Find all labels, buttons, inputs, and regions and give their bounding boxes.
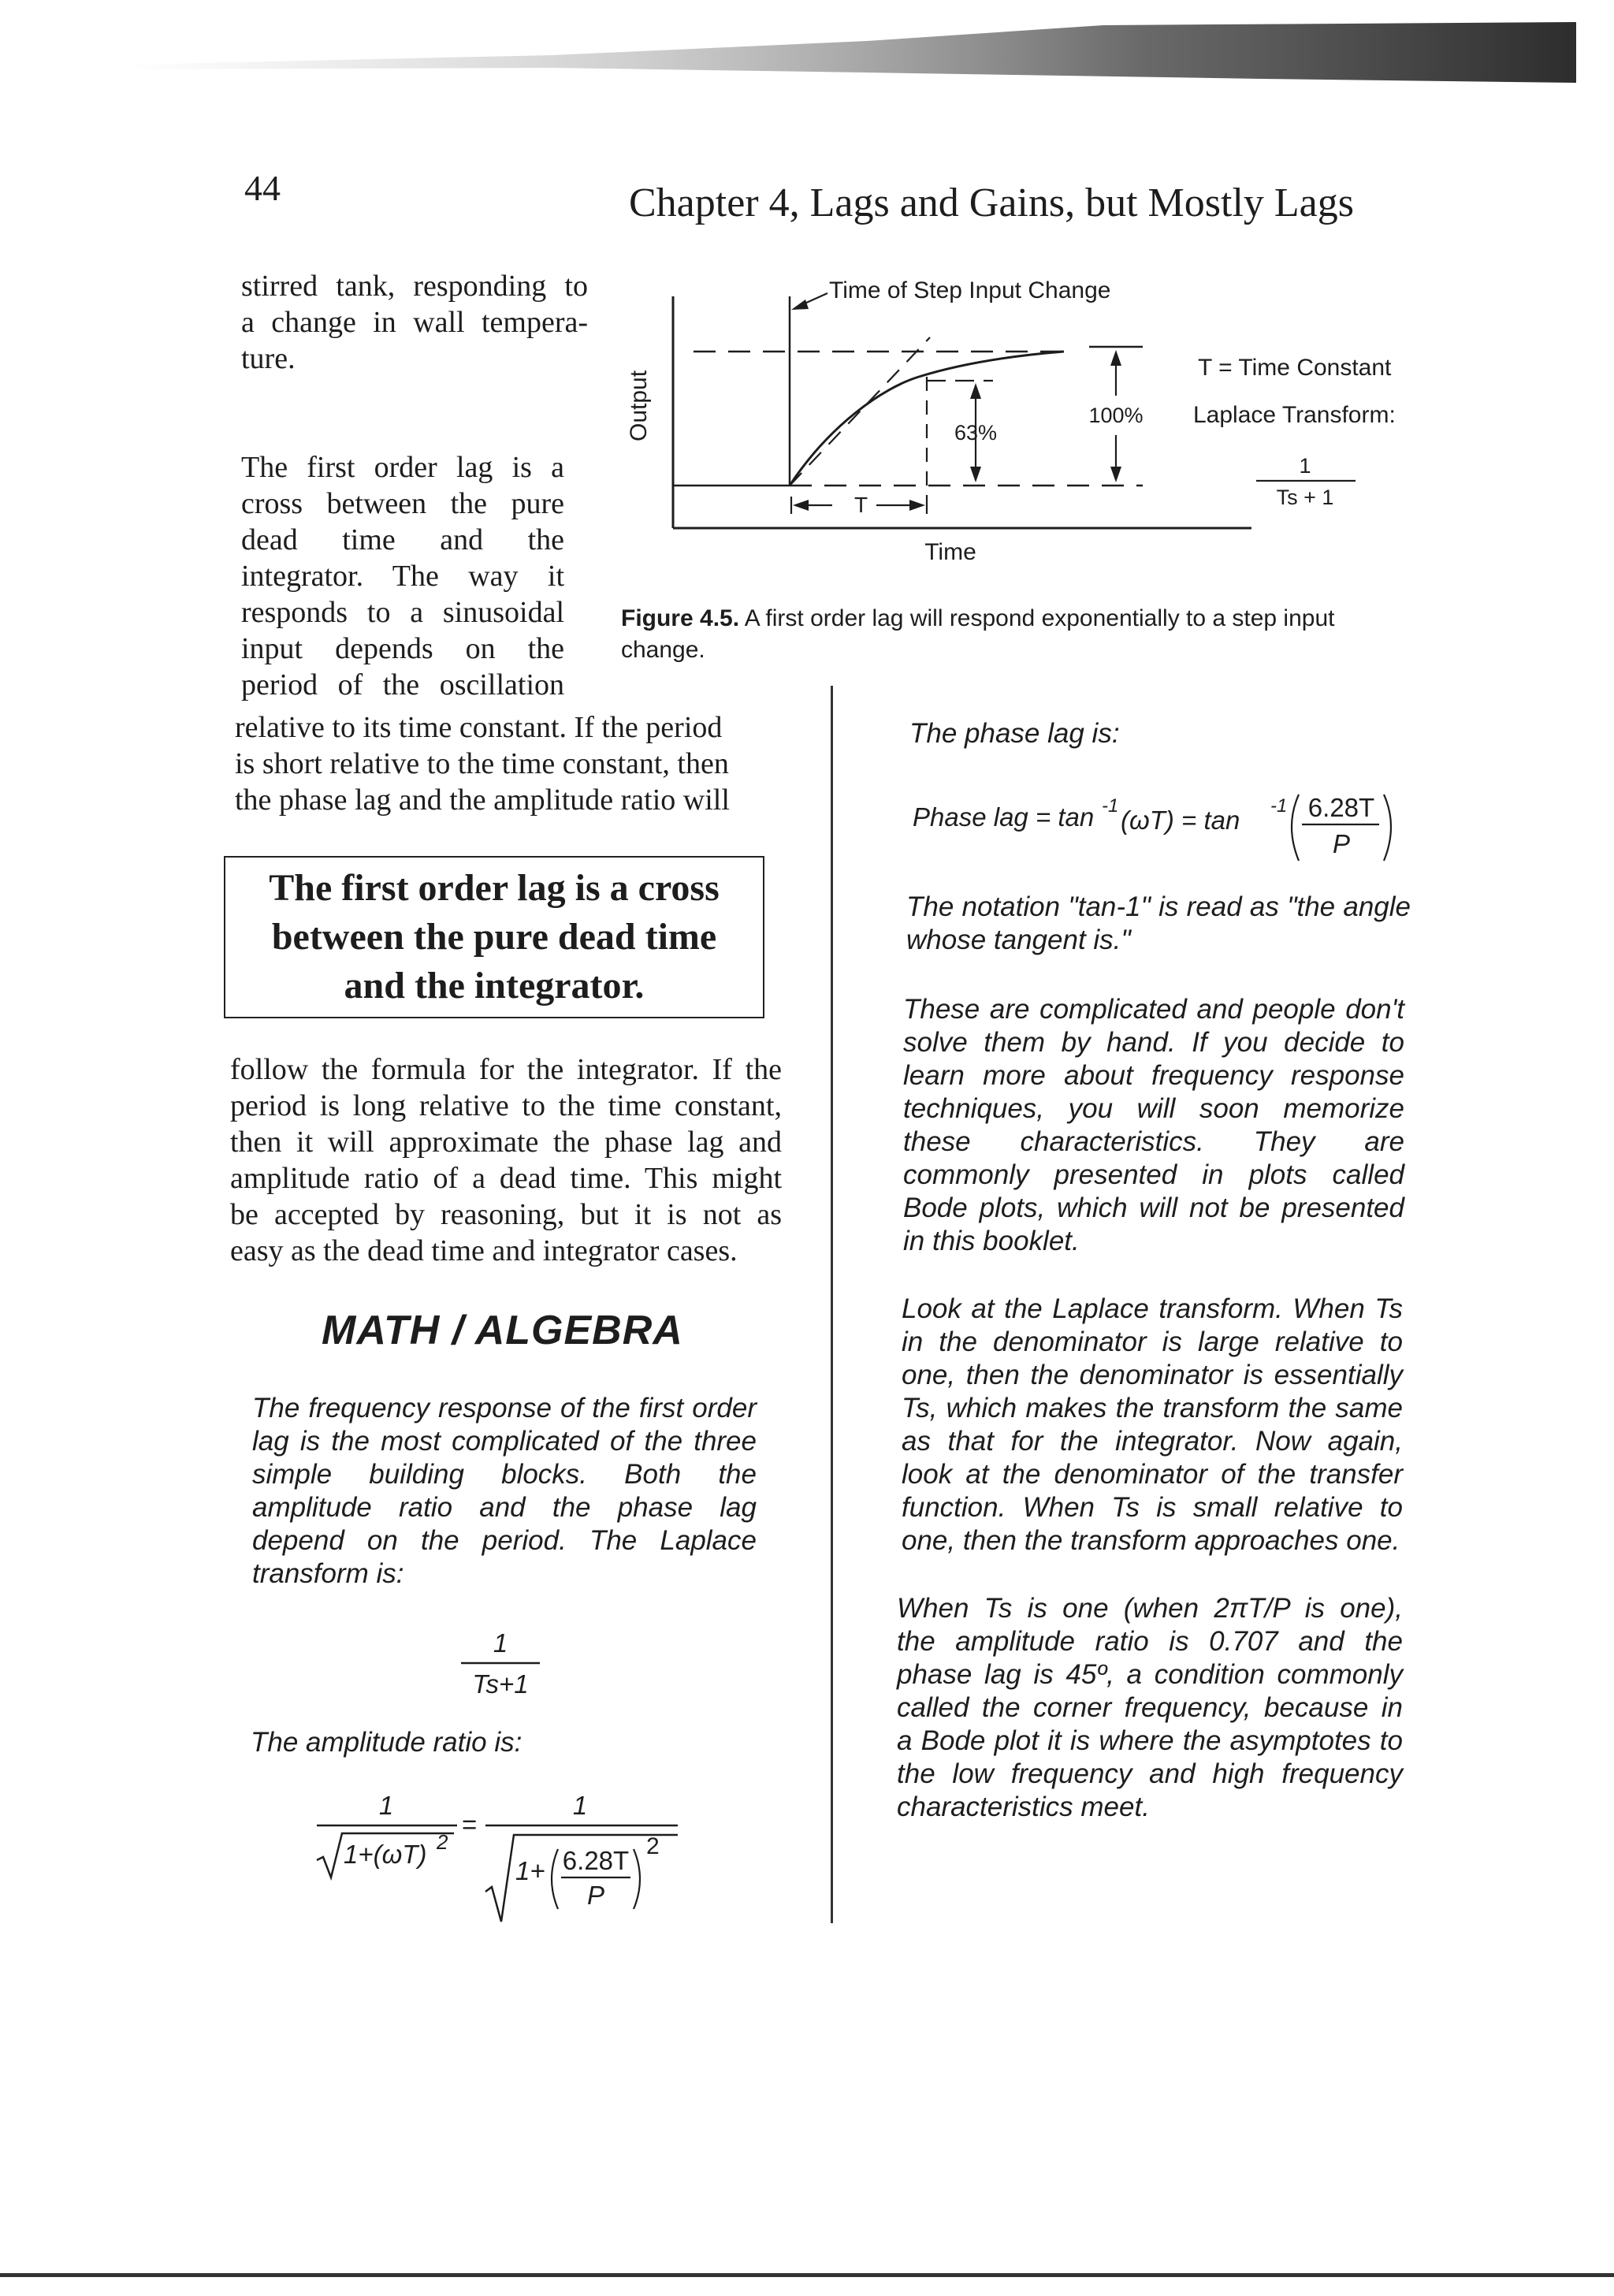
- text-line: be accepted by reasoning, but it is not as: [230, 1198, 782, 1231]
- amp-right-prefix: 1+: [515, 1856, 545, 1885]
- amp-inner-denominator: P: [586, 1881, 605, 1910]
- text-line: characteristics meet.: [897, 1792, 1150, 1822]
- text-line: phase lag is 45º, a condition commonly: [897, 1659, 1403, 1690]
- amplitude-ratio-formula: [307, 1781, 717, 1931]
- arrow-head: [1110, 467, 1121, 482]
- amp-left-radicand: 1+(ωT): [344, 1840, 427, 1869]
- amp-inner-numerator: 6.28T: [562, 1846, 630, 1875]
- legend-laplace: Laplace Transform:: [1193, 402, 1396, 428]
- text-line: responds to a sinusoidal: [241, 596, 564, 629]
- left-paren: [1292, 794, 1299, 861]
- text-line: one, then the transform approaches one.: [902, 1525, 1400, 1556]
- text-line: these characteristics. They are: [903, 1126, 1404, 1157]
- text-line: transform is:: [252, 1558, 404, 1589]
- text-line: The first order lag is a: [241, 451, 564, 484]
- amplitude-ratio-label: The amplitude ratio is:: [251, 1727, 523, 1758]
- text-line: in this booklet.: [903, 1226, 1080, 1256]
- arrow-head: [970, 467, 981, 482]
- arrow-head: [793, 500, 809, 511]
- text-line: function. When Ts is small relative to: [902, 1492, 1403, 1523]
- inverse-exponent: -1: [1102, 795, 1119, 817]
- amp-left-numerator: 1: [378, 1791, 394, 1820]
- corner-frequency-paragraph: [897, 1592, 1403, 1824]
- arrow-head: [909, 500, 925, 511]
- sixty-three-label: 63%: [954, 421, 998, 445]
- text-line: Bode plots, which will not be presented: [903, 1193, 1404, 1223]
- callout-text: The first order lag is a cross between the pure dead time and the integrator.: [269, 867, 720, 1007]
- exponent: 2: [437, 1830, 448, 1854]
- intro-paragraph: [241, 268, 588, 377]
- tf-denominator: Ts+1: [472, 1669, 529, 1699]
- text-line: period is long relative to the time constant,: [230, 1089, 782, 1122]
- exponent: 2: [646, 1833, 660, 1859]
- text-line: stirred tank, responding to: [241, 270, 588, 303]
- text-line: the low frequency and high frequency: [897, 1758, 1403, 1789]
- follow-paragraph: [230, 1051, 782, 1269]
- right-paren: [1384, 794, 1391, 861]
- text-line: period of the oscillation: [241, 668, 564, 701]
- figure-caption: [621, 603, 1417, 666]
- text-line: one, then the denominator is essentially: [902, 1360, 1403, 1390]
- arrow-head: [791, 300, 809, 310]
- text-line: The frequency response of the first order: [252, 1393, 757, 1423]
- chapter-title: Chapter 4, Lags and Gains, but Mostly Lags: [629, 180, 1354, 225]
- text-line: amplitude ratio and the phase lag: [252, 1492, 757, 1523]
- text-line: Ts, which makes the transform the same: [902, 1393, 1403, 1423]
- t-label: T: [854, 493, 868, 517]
- text-line: follow the formula for the integrator. If the: [230, 1053, 782, 1086]
- text-line: easy as the dead time and integrator cases.: [230, 1234, 738, 1267]
- text-line: ture.: [241, 342, 296, 375]
- section-heading: MATH / ALGEBRA: [322, 1308, 683, 1353]
- phase-lag-label: The phase lag is:: [909, 718, 1120, 749]
- text-line: a Bode plot it is where the asymptotes to: [897, 1725, 1403, 1756]
- tangent-dashed-line: [790, 337, 930, 486]
- caption-text: A first order lag will respond exponentially to a step input change.: [621, 605, 1335, 663]
- text-line: called the corner frequency, because in: [897, 1692, 1403, 1723]
- legend-numerator: 1: [1299, 454, 1311, 478]
- left-paren: [552, 1849, 558, 1909]
- text-line: learn more about frequency response: [903, 1060, 1404, 1091]
- text-line: depend on the period. The Laplace: [252, 1525, 757, 1556]
- text-line: as that for the integrator. Now again,: [902, 1426, 1403, 1457]
- text-line: Look at the Laplace transform. When Ts: [902, 1293, 1403, 1324]
- legend-denominator: Ts + 1: [1276, 486, 1334, 509]
- text-line: simple building blocks. Both the: [252, 1459, 757, 1490]
- scan-artifact-bottom: [0, 2270, 1614, 2296]
- first-order-paragraph: [241, 449, 564, 703]
- text-line: then it will approximate the phase lag and: [230, 1126, 782, 1159]
- complicated-paragraph: [903, 993, 1404, 1258]
- response-curve: [790, 352, 1064, 486]
- text-line: whose tangent is.": [906, 925, 1131, 955]
- text-line: solve them by hand. If you decide to: [903, 1027, 1404, 1058]
- text-line: cross between the pure: [241, 487, 564, 520]
- page-number: 44: [244, 168, 281, 208]
- first-order-paragraph-continued: [235, 709, 768, 818]
- text-line: When Ts is one (when 2πT/P is one),: [897, 1593, 1403, 1624]
- transfer-function-formula: [457, 1624, 544, 1702]
- amp-right-numerator: 1: [572, 1791, 588, 1820]
- text-line: techniques, you will soon memorize: [903, 1093, 1404, 1124]
- text-line: integrator. The way it: [241, 560, 564, 593]
- text-line: look at the denominator of the transfer: [902, 1459, 1403, 1490]
- text-line: input depends on the: [241, 632, 564, 665]
- text-line: a change in wall tempera-: [241, 306, 588, 339]
- tf-numerator: 1: [493, 1628, 508, 1658]
- text-line: lag is the most complicated of the three: [252, 1426, 757, 1457]
- column-divider: [831, 686, 833, 1923]
- legend-time-constant: T = Time Constant: [1198, 355, 1392, 381]
- scan-artifact-top: [0, 0, 1614, 87]
- callout-box: [224, 856, 764, 1018]
- hundred-label: 100%: [1088, 404, 1144, 427]
- text-line: dead time and the: [241, 523, 564, 556]
- text-line: The notation "tan-1" is read as "the angle: [906, 891, 1411, 922]
- text-line: the amplitude ratio is 0.707 and the: [897, 1626, 1403, 1657]
- frequency-response-paragraph: [252, 1392, 757, 1591]
- laplace-transform-paragraph: [902, 1293, 1403, 1557]
- step-label: Time of Step Input Change: [829, 277, 1111, 303]
- right-paren: [634, 1849, 640, 1909]
- equals-sign: =: [462, 1810, 478, 1839]
- text-line: commonly presented in plots called: [903, 1159, 1404, 1190]
- phase-inner-denominator: P: [1332, 829, 1351, 858]
- inverse-exponent: -1: [1270, 795, 1288, 817]
- text-line: the phase lag and the amplitude ratio will: [235, 783, 730, 817]
- step-response-figure: [623, 268, 1426, 567]
- phase-prefix: Phase lag = tan: [913, 802, 1095, 832]
- arrow-head: [1110, 350, 1121, 366]
- phase-inner-numerator: 6.28T: [1307, 793, 1375, 822]
- y-axis-label: Output: [626, 370, 652, 441]
- phase-lag-formula: [906, 788, 1411, 875]
- phase-middle: (ωT) = tan: [1121, 806, 1240, 835]
- text-line: relative to its time constant. If the period: [235, 711, 723, 744]
- caption-label: Figure 4.5.: [621, 605, 740, 631]
- text-line: is short relative to the time constant, then: [235, 747, 729, 780]
- text-line: in the denominator is large relative to: [902, 1327, 1403, 1357]
- text-line: These are complicated and people don't: [903, 994, 1404, 1025]
- notation-paragraph: [906, 891, 1411, 957]
- arrow-head: [970, 383, 981, 399]
- x-axis-label: Time: [924, 539, 976, 565]
- text-line: amplitude ratio of a dead time. This might: [230, 1162, 782, 1195]
